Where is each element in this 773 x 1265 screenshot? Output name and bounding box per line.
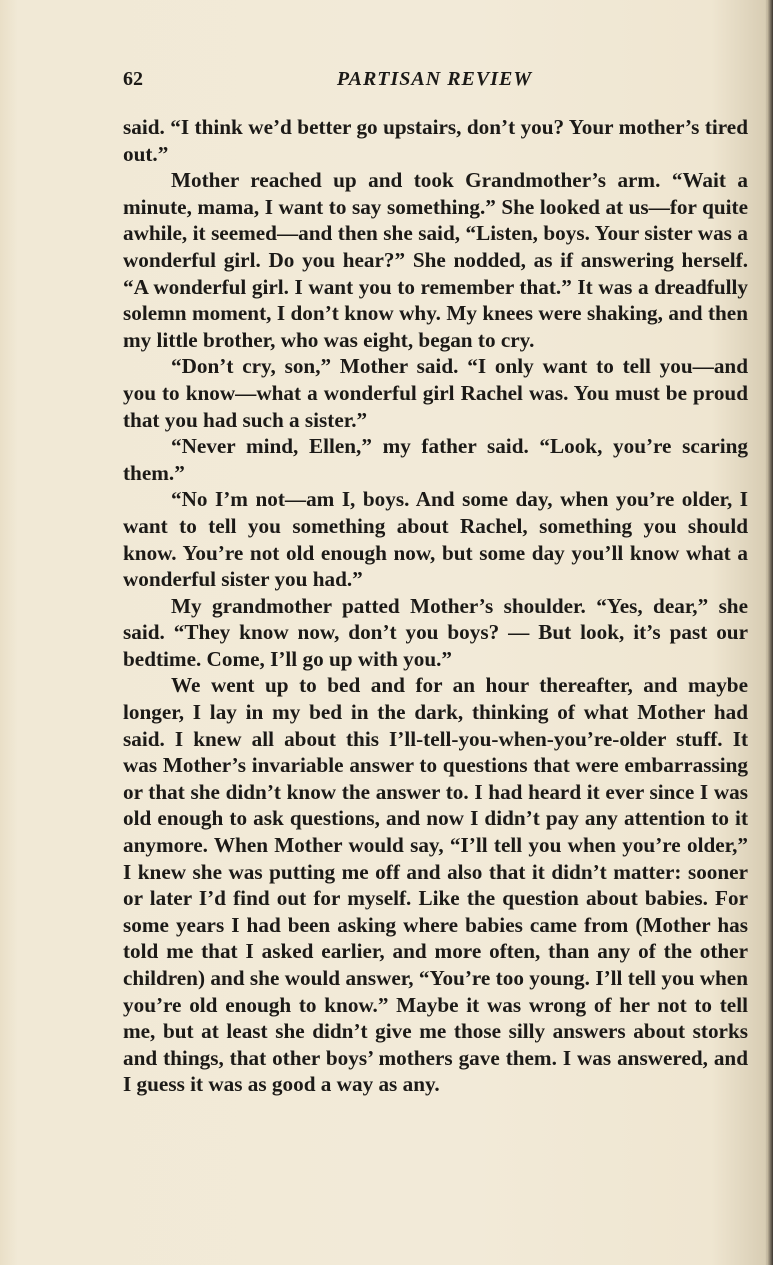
page-header bbox=[123, 68, 746, 98]
paragraph: said. “I think we’d better go upstairs, don’t you? Your mother’s tired out.” bbox=[123, 115, 748, 166]
paragraph: My grandmother patted Mother’s shoulder. “Yes, dear,” she said. “They know now, don’t you boys? — But look, it’s past our bedtime. Come, I’ll go up with you.” bbox=[123, 593, 748, 671]
paragraph: We went up to bed and for an hour thereafter, and maybe longer, I lay in my bed in the dark, thinking of what Mother had said. I knew all about this I’ll-tell-you-when-you’re-older stuff. It was Mother’s invariable answer to questions that were embarrassing or that she didn’t know the answer to. I had heard it ever since I was old enough to ask questions, and now I didn’t pay any attention to it anymore. When Mother would say, “I’ll tell you when you’re older,” I knew she was putting me off and also that it didn’t matter: sooner or later I’d find out for myself. Like the question about babies. For some years I had been asking where babies came from (Mother has told me that I asked earlier, and more often, than any of the other children) and she would answer, “You’re too young. I’ll tell you when you’re old enough to know.” Maybe it was wrong of her not to tell me, but at least she didn’t give me those silly answers about storks and things, that other boys’ mothers gave them. I was answered, and I guess it was as good a way as any. bbox=[123, 673, 748, 1097]
paragraph: “Never mind, Ellen,” my father said. “Look, you’re scaring them.” bbox=[123, 434, 748, 485]
paragraph: “Don’t cry, son,” Mother said. “I only want to tell you—and you to know—what a wonderful girl Rachel was. You must be proud that you had such a sister.” bbox=[123, 354, 748, 432]
page-number: 62 bbox=[123, 68, 143, 90]
running-title: PARTISAN REVIEW bbox=[336, 68, 533, 90]
paragraph: Mother reached up and took Grandmother’s arm. “Wait a minute, mama, I want to say something.” She looked at us—for quite awhile, it seemed—and then she said, “Listen, boys. Your sister was a wonderful girl. Do you hear?” She nodded, as if answering herself. “A wonderful girl. I want you to remember that.” It was a dreadfully solemn moment, I don’t know why. My knees were shaking, and then my little brother, who was eight, began to cry. bbox=[123, 168, 748, 352]
paragraph: “No I’m not—am I, boys. And some day, when you’re older, I want to tell you something about Rachel, something you should know. You’re not old enough now, but some day you’ll know what a wonderful sister you had.” bbox=[123, 487, 748, 592]
page-edge-shadow bbox=[767, 0, 773, 1265]
body-text bbox=[123, 114, 748, 1098]
